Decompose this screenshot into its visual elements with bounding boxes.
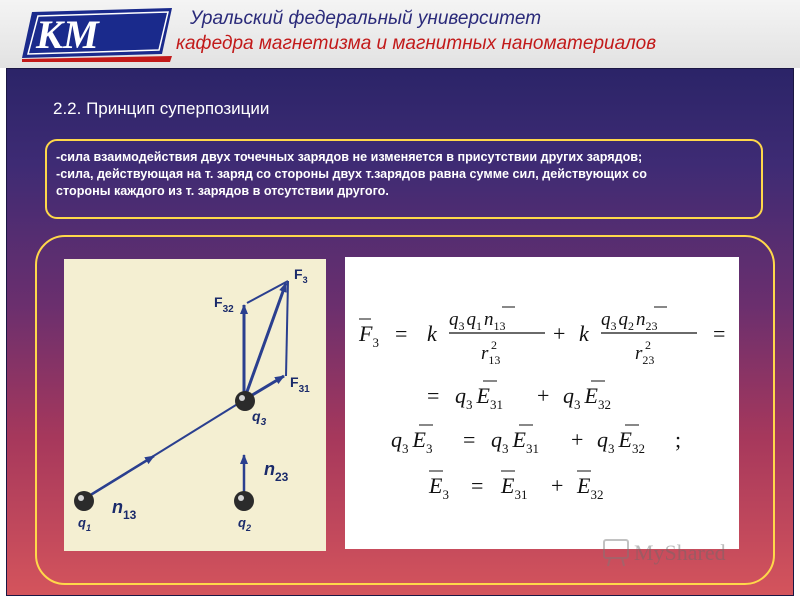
header bbox=[0, 0, 800, 68]
statement-line-1: -сила взаимодействия двух точечных зарядов не изменяется в присутствии других зарядов; bbox=[56, 150, 643, 164]
svg-text:r13: $r_{13}$ bbox=[481, 343, 501, 367]
formula-line-2 bbox=[427, 381, 611, 412]
statement-line-2: -сила, действующая на т. заряд со стороны двух т.зарядов равна сумме сил, действующих со bbox=[56, 167, 647, 181]
label-q3: $q_3$ bbox=[252, 408, 267, 428]
slide-body bbox=[6, 68, 794, 596]
label-f3: $F_3$ bbox=[294, 266, 308, 285]
n13-arrow bbox=[84, 456, 154, 499]
charge-q2 bbox=[234, 491, 254, 511]
km-logo bbox=[22, 4, 172, 62]
label-f31: $F_{31}$ bbox=[290, 374, 310, 395]
svg-text:q3E31: $q_3$ $E_{31}$ bbox=[455, 383, 503, 412]
parallelogram-right bbox=[286, 281, 288, 376]
vector-diagram bbox=[64, 259, 326, 551]
svg-text:E3: $E_3$ bbox=[429, 473, 449, 502]
vector-diagram-svg bbox=[64, 259, 326, 551]
svg-text:k: k bbox=[579, 321, 589, 346]
formula-line-4 bbox=[428, 471, 603, 502]
svg-text:q3q2n23: $q_3$ $q_2$ $n_{23}$ bbox=[601, 309, 658, 333]
svg-text:q3E31: $q_3$ $E_{31}$ bbox=[491, 427, 539, 456]
svg-text:+: + bbox=[537, 383, 550, 408]
svg-text:+: + bbox=[571, 427, 584, 452]
svg-text:=: = bbox=[395, 321, 408, 346]
svg-text:=: = bbox=[713, 321, 726, 346]
svg-text:2: 2 bbox=[491, 338, 497, 352]
svg-text:2: 2 bbox=[645, 338, 651, 352]
svg-text:+: + bbox=[553, 321, 566, 346]
formula-svg bbox=[345, 257, 739, 549]
myshared-watermark bbox=[600, 534, 770, 570]
department-name: кафедра магнетизма и магнитных наноматериалов bbox=[176, 33, 657, 54]
university-name: Уральский федеральный университет bbox=[190, 8, 542, 29]
svg-text:КМ: КМ bbox=[36, 12, 99, 57]
label-n23: $n_{23}$ bbox=[264, 459, 289, 484]
svg-text:q3E3: $q_3$ $E_3$ bbox=[391, 427, 433, 456]
svg-text:;: ; bbox=[675, 427, 682, 452]
section-title: 2.2. Принцип суперпозиции bbox=[53, 99, 270, 118]
svg-text:q3q1n13: $q_3$ $q_1$ $n_{13}$ bbox=[449, 309, 506, 333]
svg-text:k: k bbox=[427, 321, 437, 346]
svg-text:E31: $E_{31}$ bbox=[501, 473, 528, 502]
svg-text:q3E32: $q_3$ $E_{32}$ bbox=[563, 383, 611, 412]
statement-box bbox=[45, 139, 763, 219]
formula-line-3 bbox=[391, 425, 681, 456]
svg-text:r23: $r_{23}$ bbox=[635, 343, 655, 367]
svg-text:E32: $E_{32}$ bbox=[577, 473, 604, 502]
label-f32: $F_{32}$ bbox=[214, 294, 234, 315]
formula-line-1 bbox=[358, 307, 725, 367]
svg-text:MyShared: MyShared bbox=[634, 540, 726, 565]
statement-line-3: стороны каждого из т. зарядов в отсутствии другого. bbox=[56, 184, 389, 198]
svg-text:q3E32: $q_3$ $E_{32}$ bbox=[597, 427, 645, 456]
svg-text:+: + bbox=[551, 473, 564, 498]
svg-text:=: = bbox=[463, 427, 476, 452]
label-q2: $q_2$ bbox=[238, 515, 251, 533]
svg-text:=: = bbox=[471, 473, 484, 498]
charge-q1 bbox=[74, 491, 94, 511]
svg-text:=: = bbox=[427, 383, 440, 408]
svg-text:F3: $F_3$ bbox=[359, 321, 379, 350]
label-q1: $q_1$ bbox=[78, 515, 91, 533]
formula-panel bbox=[345, 257, 739, 549]
label-n13: $n_{13}$ bbox=[112, 497, 137, 522]
